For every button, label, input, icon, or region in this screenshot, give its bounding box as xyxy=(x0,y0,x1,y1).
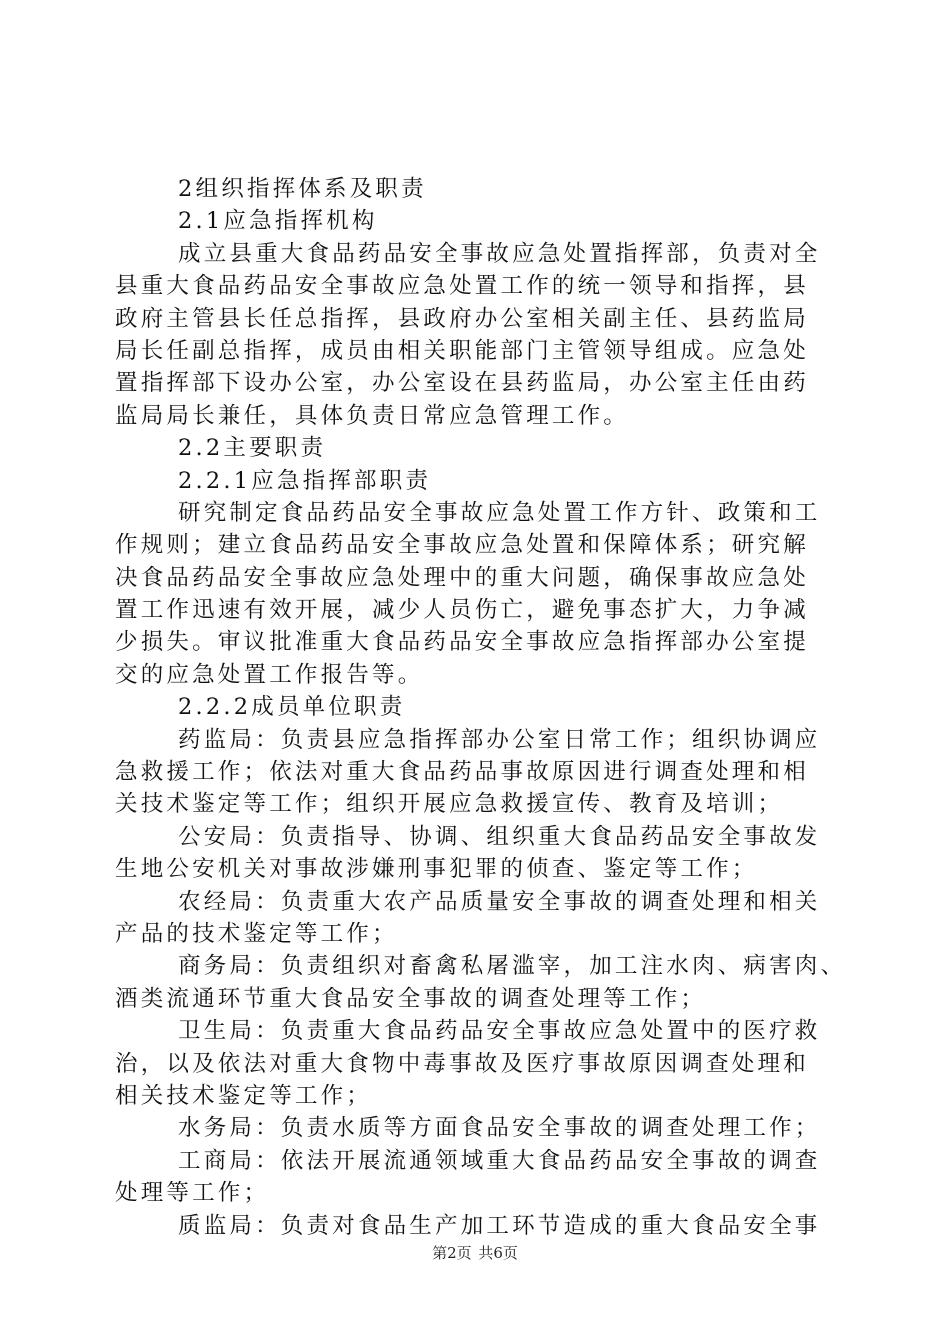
text-line: 监局局长兼任，具体负责日常应急管理工作。 xyxy=(115,402,630,429)
text-line: 2.2.1应急指挥部职责 xyxy=(178,467,432,494)
text-line: 2.1应急指挥机构 xyxy=(178,208,378,235)
text-line: 产品的技术鉴定等工作； xyxy=(115,920,398,947)
text-line: 生地公安机关对事故涉嫌刑事犯罪的侦查、鉴定等工作； xyxy=(115,856,758,883)
text-line: 置指挥部下设办公室，办公室设在县药监局，办公室主任由药 xyxy=(115,370,809,397)
text-line: 酒类流通环节重大食品安全事故的调查处理等工作； xyxy=(115,985,707,1012)
text-line: 县重大食品药品安全事故应急处置工作的统一领导和指挥，县 xyxy=(115,273,809,300)
page-number: 第2页 xyxy=(432,1244,472,1262)
text-line: 关技术鉴定等工作；组织开展应急救援宣传、教育及培训； xyxy=(115,791,784,818)
text-line: 急救援工作；依法对重大食品药品事故原因进行调查处理和相 xyxy=(115,759,809,786)
text-line: 2.2主要职责 xyxy=(178,435,327,462)
text-line: 相关技术鉴定等工作； xyxy=(115,1082,373,1109)
text-line: 处理等工作； xyxy=(115,1180,270,1207)
text-line: 工商局：依法开展流通领域重大食品药品安全事故的调查 xyxy=(178,1147,821,1174)
text-line: 少损失。审议批准重大食品药品安全事故应急指挥部办公室提 xyxy=(115,629,809,656)
text-line: 置工作迅速有效开展，减少人员伤亡，避免事态扩大，力争减 xyxy=(115,597,809,624)
text-line: 2.2.2成员单位职责 xyxy=(178,694,406,721)
text-line: 决食品药品安全事故应急处理中的重大问题，确保事故应急处 xyxy=(115,564,809,591)
text-line: 药监局：负责县应急指挥部办公室日常工作；组织协调应 xyxy=(178,726,821,753)
text-line: 政府主管县长任总指挥，县政府办公室相关副主任、县药监局 xyxy=(115,305,809,332)
text-line: 农经局：负责重大农产品质量安全事故的调查处理和相关 xyxy=(178,888,821,915)
text-line: 质监局：负责对食品生产加工环节造成的重大食品安全事 xyxy=(178,1212,821,1239)
text-line: 局长任副总指挥，成员由相关职能部门主管领导组成。应急处 xyxy=(115,337,809,364)
text-line: 2组织指挥体系及职责 xyxy=(178,176,427,202)
text-line: 成立县重大食品药品安全事故应急处置指挥部，负责对全 xyxy=(178,240,821,267)
text-line: 作规则；建立食品药品安全事故应急处置和保障体系；研究解 xyxy=(115,532,809,559)
page-footer xyxy=(0,1243,950,1263)
text-line: 治，以及依法对重大食物中毒事故及医疗事故原因调查处理和 xyxy=(115,1050,809,1077)
text-line: 卫生局：负责重大食品药品安全事故应急处置中的医疗救 xyxy=(178,1018,821,1045)
text-line: 研究制定食品药品安全事故应急处置工作方针、政策和工 xyxy=(178,499,821,526)
page-total: 共6页 xyxy=(478,1244,518,1262)
text-line: 公安局：负责指导、协调、组织重大食品药品安全事故发 xyxy=(178,823,821,850)
text-line: 商务局：负责组织对畜禽私屠滥宰，加工注水肉、病害肉、 xyxy=(178,953,847,980)
text-line: 交的应急处置工作报告等。 xyxy=(115,661,424,688)
text-line: 水务局：负责水质等方面食品安全事故的调查处理工作； xyxy=(178,1115,821,1142)
document-body xyxy=(115,173,845,1242)
